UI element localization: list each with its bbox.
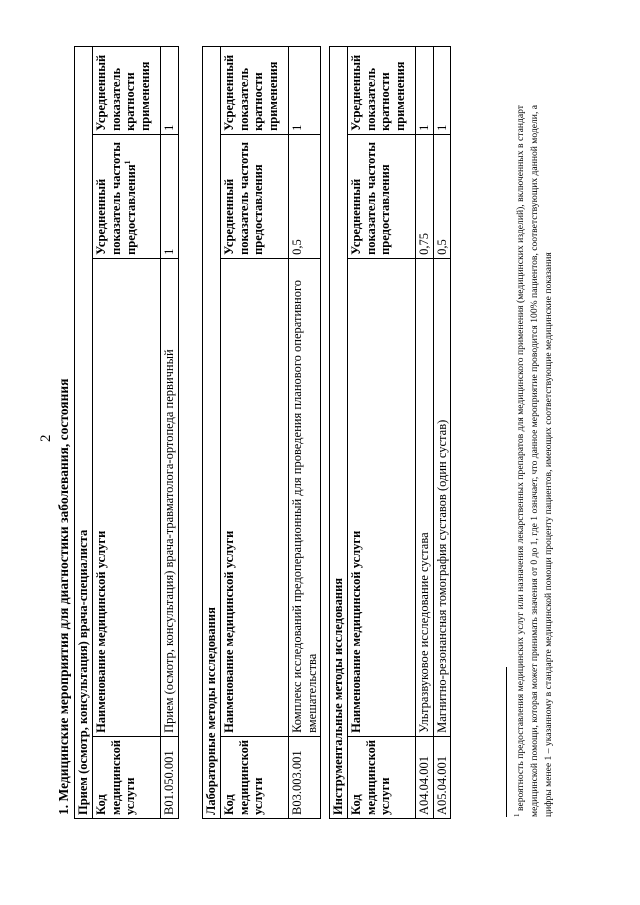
cell-frequency: 0,5	[433, 134, 451, 258]
header-name: Наименование медицинской услуги	[92, 258, 160, 736]
cell-frequency: 1	[160, 134, 178, 258]
section-row	[203, 46, 221, 818]
header-multiplicity: Усредненный показатель кратности применения	[220, 46, 288, 134]
header-row	[92, 46, 160, 818]
header-frequency-text: Усредненный показатель частоты предоставления	[93, 142, 139, 255]
cell-frequency: 0,5	[288, 134, 321, 258]
cell-multiplicity: 1	[415, 46, 433, 134]
page-number: 2	[38, 434, 54, 442]
header-name: Наименование медицинской услуги	[347, 258, 415, 736]
header-code: Код медицинской услуги	[220, 736, 288, 818]
header-row	[347, 46, 415, 818]
footnote-divider	[506, 667, 507, 817]
table-consultation	[74, 46, 179, 819]
section-title: Лабораторные методы исследования	[203, 46, 221, 818]
table-row	[160, 46, 178, 818]
cell-name: Магнитно-резонансная томография суставов (один сустав)	[433, 258, 451, 736]
cell-multiplicity: 1	[288, 46, 321, 134]
cell-name: Ультразвуковое исследование сустава	[415, 258, 433, 736]
footnote	[512, 105, 556, 817]
footnote-mark: 1	[123, 160, 133, 165]
header-code: Код медицинской услуги	[92, 736, 160, 818]
header-multiplicity: Усредненный показатель кратности применения	[347, 46, 415, 134]
section-row	[75, 46, 93, 818]
header-code: Код медицинской услуги	[347, 736, 415, 818]
cell-multiplicity: 1	[433, 46, 451, 134]
cell-frequency: 0,75	[415, 134, 433, 258]
section-title: Прием (осмотр, консультация) врача-специалиста	[75, 46, 93, 818]
cell-multiplicity: 1	[160, 46, 178, 134]
section-title: Инструментальные методы исследования	[330, 46, 348, 818]
page-title: 1. Медицинские мероприятия для диагностики заболевания, состояния	[56, 378, 71, 815]
cell-code: A05.04.001	[433, 736, 451, 818]
cell-code: A04.04.001	[415, 736, 433, 818]
header-name: Наименование медицинской услуги	[220, 258, 288, 736]
header-frequency: Усредненный показатель частоты предоставления	[220, 134, 288, 258]
header-row	[220, 46, 288, 818]
header-frequency	[92, 134, 160, 258]
header-frequency: Усредненный показатель частоты предоставления	[347, 134, 415, 258]
table-instrumental	[329, 46, 451, 819]
table-laboratory	[202, 46, 321, 819]
header-multiplicity: Усредненный показатель кратности применения	[92, 46, 160, 134]
footnote-text: вероятность предоставления медицинских услуг или назначения лекарственных препаратов для медицинского применения (медицинских изделий), включенных в стандарт медицинской помощи, которая может принимать значения от 0 до 1, где 1 означает, что данное мероприятие проводится 100% пациентов, соответствующих данной модели, а цифры менее 1 – указанному в стандарте медицинской помощи проценту пациентов, имеющих соответствующие медицинские показания	[515, 105, 554, 817]
table-row	[433, 46, 451, 818]
footnote-number: 1	[513, 813, 521, 817]
section-row	[330, 46, 348, 818]
cell-code: B03.003.001	[288, 736, 321, 818]
cell-name: Комплекс исследований предоперационный для проведения планового оперативного вмешательства	[288, 258, 321, 736]
cell-name: Прием (осмотр, консультация) врача-травматолога-ортопеда первичный	[160, 258, 178, 736]
cell-code: B01.050.001	[160, 736, 178, 818]
table-row	[288, 46, 321, 818]
table-row	[415, 46, 433, 818]
